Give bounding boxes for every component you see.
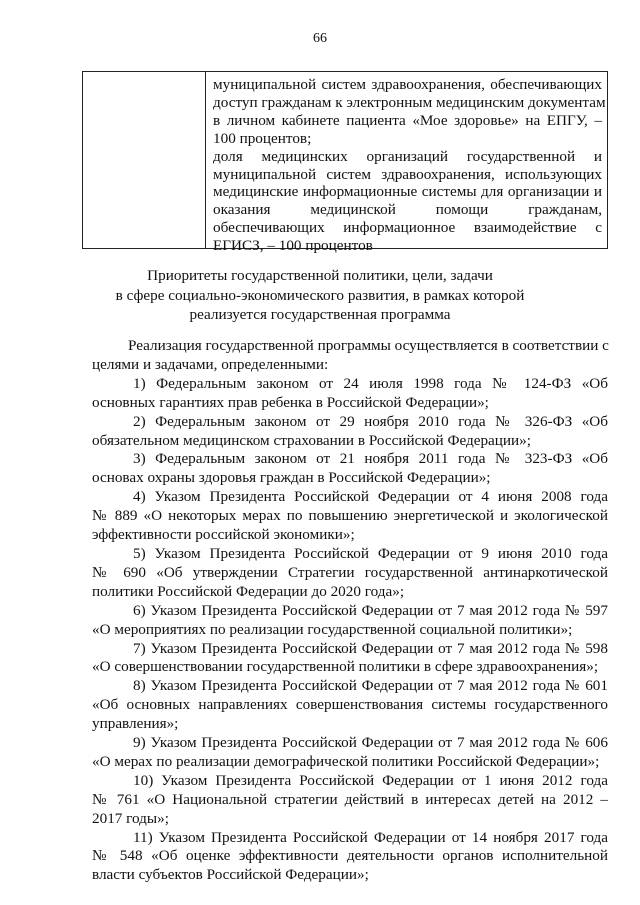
table-left-cell — [83, 72, 206, 248]
table-text-line: муниципальной систем здравоохранения, обеспечивающих — [213, 76, 602, 93]
list-item-line: 11) Указом Президента Российской Федерации от 14 ноября 2017 года — [133, 828, 608, 846]
list-item-line: 7) Указом Президента Российской Федерации от 7 мая 2012 года № 598 — [133, 639, 608, 657]
list-item — [92, 602, 608, 640]
list-item-line: эффективности российской экономики»; — [92, 526, 355, 544]
heading-line: Приоритеты государственной политики, цели, задачи — [147, 267, 493, 284]
heading-line: в сфере социально-экономического развития, в рамках которой — [115, 286, 525, 304]
list-item-line: «О совершенствовании государственной политики в сфере здравоохранения»; — [92, 658, 599, 676]
list-item-line: 1) Федеральным законом от 24 июля 1998 года № 124-ФЗ «Об — [133, 374, 608, 392]
list-item-line: 4) Указом Президента Российской Федерации от 4 июня 2008 года — [133, 488, 608, 506]
table-text-line: медицинские информационные системы для организации и — [213, 183, 602, 201]
list-item-line: управления»; — [92, 715, 179, 733]
list-item-line: № 761 «О Национальной стратегии действий в интересах детей на 2012 – — [92, 790, 608, 808]
list-item-line: основах охраны здоровья граждан в Российской Федерации»; — [92, 469, 491, 487]
list-item-line: 10) Указом Президента Российской Федерации от 1 июня 2012 года — [133, 771, 608, 789]
table-text-line: в личном кабинете пациента «Мое здоровье» на ЕПГУ, – — [213, 111, 602, 129]
list-item — [92, 450, 608, 488]
list-item — [92, 677, 608, 734]
table-text-line: обеспечивающих информационное взаимодействие с — [213, 219, 602, 237]
list-item-line: 3) Федеральным законом от 21 ноября 2011 года № 323-ФЗ «Об — [133, 450, 608, 468]
list-item-line: № 548 «Об оценке эффективности деятельности органов исполнительной — [92, 847, 608, 865]
list-item — [92, 640, 608, 678]
list-item — [92, 829, 608, 886]
list-item-line: № 889 «О некоторых мерах по повышению энергетической и экологической — [92, 507, 608, 525]
list-item — [92, 375, 608, 413]
section-heading — [0, 266, 640, 325]
table-text-line: муниципальной систем здравоохранения, использующих — [213, 165, 602, 183]
page-number: 66 — [313, 31, 327, 46]
list-item-line: 9) Указом Президента Российской Федерации от 7 мая 2012 года № 606 — [133, 734, 608, 752]
list-item-line: 6) Указом Президента Российской Федерации от 7 мая 2012 года № 597 — [133, 601, 608, 619]
list-item — [92, 734, 608, 772]
list-item-line: «Об основных направлениях совершенствования системы государственного — [92, 696, 608, 714]
list-item-line: «О мерах по реализации демографической политики Российской Федерации»; — [92, 752, 600, 770]
body-text — [92, 337, 608, 885]
list-item-line: политики Российской Федерации до 2020 года»; — [92, 582, 405, 600]
list-item — [92, 413, 608, 451]
indicator-table — [82, 71, 608, 255]
list-item — [92, 545, 608, 602]
list-item-line: обязательном медицинском страховании в Российской Федерации»; — [92, 431, 531, 449]
table-text-line: 100 процентов; — [213, 129, 312, 147]
table-text-line: ЕГИСЗ, – 100 процентов — [213, 237, 373, 255]
table-text-line: доля медицинских организаций государственной и — [213, 147, 602, 165]
table-right-cell — [213, 76, 606, 255]
intro-line: Реализация государственной программы осуществляется в соответствии с — [128, 337, 609, 354]
list-item-line: основных гарантиях прав ребенка в Российской Федерации»; — [92, 393, 489, 411]
table-text-line: оказания медицинской помощи гражданам, — [213, 201, 602, 219]
intro-line: целями и задачами, определенными: — [92, 355, 329, 373]
list-item-line: 2017 годы»; — [92, 809, 169, 827]
list-item — [92, 772, 608, 829]
table-text-line: доступ гражданам к электронным медицинским документам — [213, 93, 606, 111]
list-item-line: «О мероприятиях по реализации государственной социальной политики»; — [92, 620, 573, 638]
list-item-line: № 690 «Об утверждении Стратегии государственной антинаркотической — [92, 563, 608, 581]
list-item-line: власти субъектов Российской Федерации»; — [92, 866, 369, 884]
list-item-line: 2) Федеральным законом от 29 ноября 2010 года № 326-ФЗ «Об — [133, 412, 608, 430]
list-item-line: 5) Указом Президента Российской Федерации от 9 июня 2010 года — [133, 544, 608, 562]
list-item-line: 8) Указом Президента Российской Федерации от 7 мая 2012 года № 601 — [133, 677, 608, 695]
list-item — [92, 488, 608, 545]
heading-line: реализуется государственная программа — [189, 306, 451, 323]
